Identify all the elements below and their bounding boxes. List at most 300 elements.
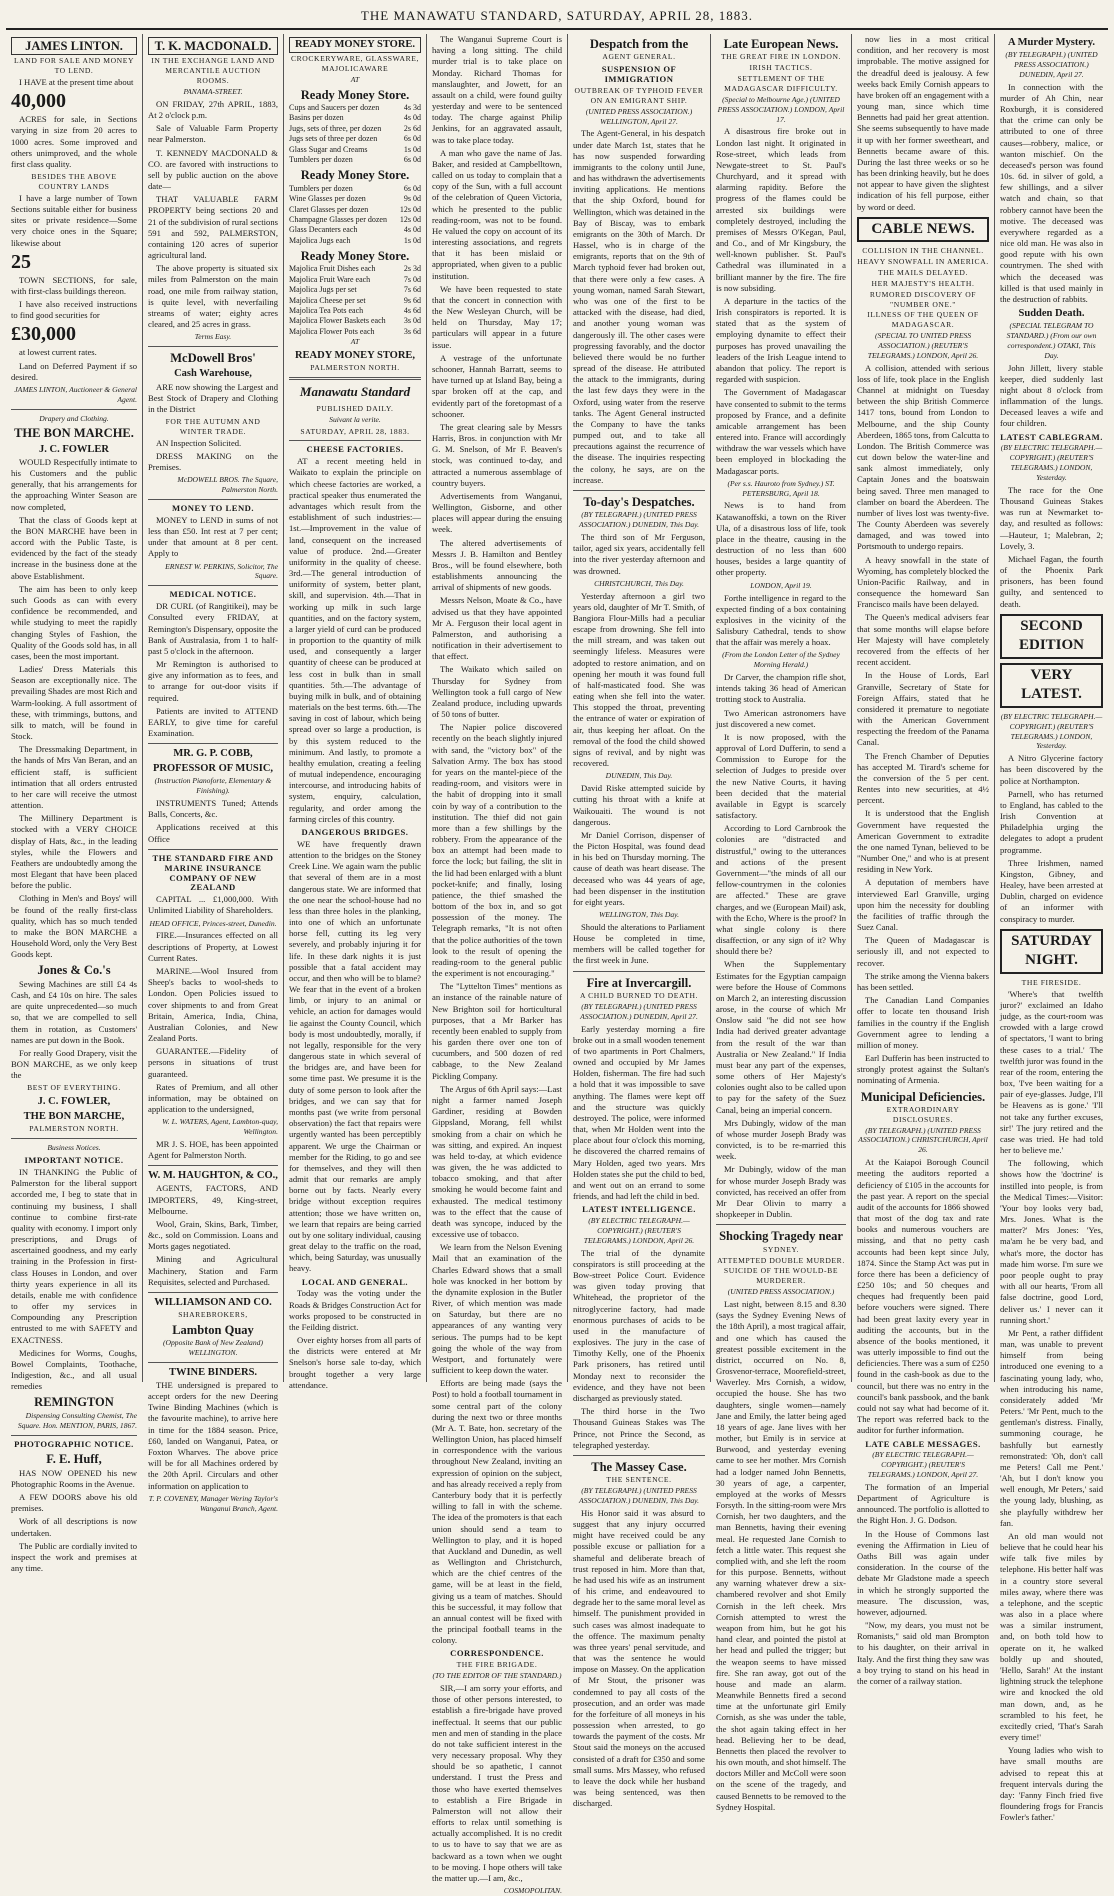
article-text: David Riske attempted suicide by cutting his throat with a knife at Waikouaiti. The wound is not dangerous. bbox=[573, 783, 705, 827]
article-heading: Sudden Death. bbox=[1018, 308, 1085, 320]
ad-text: A FEW DOORS above his old premises. bbox=[11, 1492, 137, 1514]
price-row bbox=[289, 155, 421, 165]
article-heading: Late European News. bbox=[723, 37, 839, 51]
article-caps: AGENT GENERAL. bbox=[602, 52, 676, 62]
ad-heading: READY MONEY STORE, bbox=[294, 350, 416, 362]
article-text: The Agent-General, in his despatch under date March 1st, states that he has now suspended forwarding immigrants to the colony until June, and has withdrawn the advertisements inviting applications. He mentions that the ship Oxford, bound for Wellington, which was detained in the Bay of Biscay, was to embark emigrants on the 30th of March. Dr Hassel, who is in charge of the emigrants, reports that on the 9th of March typhoid fever had broken out, that there were only a few cases. A young woman, named Sarah Stewart, who was one of the first to be attacked with the disease, had died, and another young woman was dangerously ill. The other cases were progressing favorably, and the doctor believed there would be no further spread of the disease. He attributed the attack to the immigrants, during the last few days they were in the Oxford, using water from the reserve tanks. The Agent General instructed the Company to have the tanks pumped out, and to take all precautions against the recurrence of the disease. The inquiries respecting the colony, he says, are on the increase. bbox=[573, 128, 705, 485]
article-text: The Argus of 6th April says:—Last night a farmer named Joseph Gardiner, residing at Bowden Gippsland, Morang, fell whilst smoking from a chair on which he was sitting, and expired. An inquest was held to-day, at which evidence was given, the he was addicted to tobacco smoking, and that after smoking he would become faint and exhausted. The medical testimony was to the effect that the cause of death was syncope, induced by the excessive use of tobacco. bbox=[432, 1083, 562, 1240]
price-item: Tumblers per dozen bbox=[289, 183, 353, 193]
column-5 bbox=[568, 34, 711, 1809]
ad-text: WOULD Respectfully intimate to his Customers and the public generally, that his arrangements for the approaching Winter Season are now completed, bbox=[11, 456, 137, 512]
price-item: Glass Sugar and Creams bbox=[289, 144, 368, 154]
article-text: The Queen of Madagascar is seriously ill, and not expected to recover. bbox=[857, 935, 989, 968]
ad-text: THE undersigned is prepared to accept orders for the new Deering Twine Binding Machines (which is the favourite machine), to arrive here in time for the 1884 season. Price, £60, landed on Wanganui, Patea, or Foxton Wharves. The above price will be for all Machines ordered by the 20th April. Circulars and other information on application to bbox=[148, 1379, 278, 1491]
article-sub: (BY TELEGRAPH.) (UNITED PRESS ASSOCIATION.) DUNEDIN, This Day. bbox=[579, 510, 699, 530]
divider bbox=[11, 409, 137, 410]
nameplate-caps: PUBLISHED DAILY. bbox=[316, 403, 394, 413]
ad-text: ARE now showing the Largest and Best Stock of Drapery and Clothing in the District bbox=[148, 381, 278, 414]
ad-text: Rates of Premium, and all other information, may be obtained on application to the undersigned, bbox=[148, 1081, 278, 1115]
price-row bbox=[289, 145, 421, 155]
price-row bbox=[289, 306, 421, 316]
ad-caps: BEST OF EVERYTHING. bbox=[27, 1083, 121, 1093]
article-text: The Canadian Land Companies offer to locate ten thousand Irish families in the country if the English Government agree to lending a million of money. bbox=[857, 995, 989, 1050]
ad-heading-jones: Jones & Co.'s bbox=[37, 963, 111, 978]
article-heading: To-day's Despatches. bbox=[583, 494, 695, 509]
ad-sub: Terms Easy. bbox=[194, 332, 232, 342]
divider bbox=[573, 490, 705, 491]
article-text: The Wanganui Supreme Court is having a long sitting. The child murder trial is to take place on Monday. Richard Thomas for manslaughter, and Jowett, for an assault on a child, were found guilty yesterday and were to be sentenced today. The charge against Philip Jenkins, for an aggravated assault, was to take place today. bbox=[432, 34, 562, 145]
article-heading: CHEESE FACTORIES. bbox=[306, 444, 404, 455]
ad-text: Patients are invited to ATTEND EARLY, to give time for careful Examination. bbox=[148, 705, 278, 739]
ad-text: MR J. S. HOE, has been appointed Agent for Palmerston North. bbox=[148, 1138, 278, 1161]
article-text: now lies in a most critical condition, and her recovery is most improbable. The motive assigned for the dreadful deed is jealousy. A few weeks back Emily Cornish appears to have broken off an engagement with a young man, since which time Bennetts had paid her great attention. She seems subsequently to have made it up with her former sweetheart, and Bennetts became aware of this. During the last three weeks or so he has been drinking heavily, but he does not appear to have given the slightest indication of his fell purpose, either by word or deed. bbox=[857, 34, 989, 212]
price-value: 1s 0d bbox=[403, 144, 421, 154]
ad-heading-insurance: THE STANDARD FIRE AND MARINE INSURANCE COMPANY OF NEW ZEALAND bbox=[152, 852, 274, 893]
article-text: The Napier police discovered recently on the beach slightly injured with sand, the "victory box" of the Salvation Army. The box has stood for years on the mantel-piece of the reading-room, and visitors were in the habit of dropping into it small coin by way of a contribution to the institution. The thief did not gain more than a few shillings by the robbery. From the appearance of the box an attempt had been made to force the lock; but failing, the slit in the lid had been enlarged with a blunt pocket-knife; and finally, losing patience, the thief smashed the bottom of the box in, and so got possession of the money. The Telegraph remarks, "It is not often that the police authorities of the town look to the result of opening the reading-room to the general public the experiment is not encouraging." bbox=[432, 722, 562, 979]
price-item: Jugs sets of three per dozen bbox=[289, 134, 378, 144]
article-caps: SUICIDE OF THE WOULD-BE MURDERER. bbox=[723, 1266, 839, 1286]
article-heading: SUSPENSION OF IMMIGRATION bbox=[601, 64, 677, 85]
article-text: The race for the One Thousand Guineas Stakes was run at Newmarket to-day, and resulted as follows:—Hauteur, 1; Malebran, 2; Lovely, 3. bbox=[1000, 484, 1103, 551]
ad-heading: Ready Money Store. bbox=[300, 168, 410, 183]
second-edition-banner: SECOND EDITION bbox=[1000, 614, 1103, 659]
divider bbox=[11, 1435, 137, 1436]
article-text: The Waikato which sailed on Thursday for Sydney from Wellington took a full cargo of New Zealand produce, including upwards of 50 tons of butter. bbox=[432, 664, 562, 720]
article-caps: OUTBREAK OF TYPHOID FEVER ON AN EMIGRANT SHIP. bbox=[574, 85, 704, 105]
price-item: Claret Glasses per dozen bbox=[289, 204, 369, 214]
price-item: Majolica Tea Pots each bbox=[289, 306, 364, 316]
article-sub: (BY ELECTRIC TELEGRAPH.—COPYRIGHT.) (REUTER'S TELEGRAMS.) LONDON, April 26. bbox=[583, 1216, 695, 1245]
ad-sub: AT bbox=[350, 337, 360, 347]
ad-heading: MONEY TO LEND. bbox=[171, 503, 255, 514]
ad-heading-williamson: WILLIAMSON AND CO. bbox=[154, 1296, 272, 1308]
article-text: Mrs Dubingly, widow of the man of whose murder Joseph Brady was convicted, is to be re-married this week. bbox=[716, 1117, 846, 1162]
divider bbox=[11, 1138, 137, 1139]
article-text: Mr Dubingly, widow of the man for whose murder Joseph Brady was convicted, has received an offer from Mr Dear Olivin to marry a shopkeeper in Dublin. bbox=[716, 1164, 846, 1220]
ad-text: The Millinery Department is stocked with a VERY CHOICE display of Hats, &c., in the leading styles, while the Flowers and Feathers are undoubtedly among the most Elegant that have been placed before the public. bbox=[11, 813, 137, 891]
article-text: Advertisements from Wanganui, Wellington, Gisborne, and other places will appear during the ensuing week. bbox=[432, 490, 562, 535]
ad-text: I have also received instructions to find good securities for bbox=[11, 299, 137, 321]
article-text: Yesterday afternoon a girl two years old, daughter of Mr T. Smith, of Bangiora Flour-Mills had a peculiar escape from drowning. She fell into the mill stream, and was taken out seemingly lifeless. Measures were adopted to restore animation, and on opening her mouth it was found full of half-masticated food. She was eating when she fell into the water. This stopped the throat, preventing the entrance of water or expiration of air, thus keeping her afloat. On the removal of the food the child showed signs of revival, and by night was recovered. bbox=[573, 590, 705, 769]
article-heading: A Murder Mystery. bbox=[1008, 37, 1095, 48]
ad-figure: 40,000 bbox=[11, 90, 66, 113]
ad-text: FIRE.—Insurances effected on all descriptions of Property, at Lowest Current Rates. bbox=[148, 930, 278, 963]
ad-heading-huff: F. E. Huff, bbox=[46, 1452, 102, 1467]
article-heading: CORRESPONDENCE. bbox=[450, 1648, 544, 1659]
ad-heading-remington: REMINGTON bbox=[34, 1395, 114, 1410]
article-text: A disastrous fire broke out in London last night. It originated in Rose-street, which leads from Newgate-street to St. Paul's Churchyard, and it spread with alarming rapidity. Before the progress of the flames could be arrested six buildings were completely destroyed, including the premises of Messrs O'Kegan, Paul, and Co., and of Mr Kingsbury, the well-known publisher. St. Paul's Cathedral was illuminated in a brilliant manner by the fire. The fire is now subsiding. bbox=[716, 126, 846, 293]
ad-text: THAT VALUABLE FARM PROPERTY being sections 20 and 21 of the subdivision of rural sections 591 and 592, PALMERSTON, containing 120 acres of superior agricultural land. bbox=[148, 194, 278, 261]
price-value: 6s 0d bbox=[403, 183, 421, 193]
ad-sub: (Instruction Pianoforte, Elementary & Finishing). bbox=[154, 776, 272, 796]
price-item: Champagne Glasses per dozen bbox=[289, 214, 387, 224]
ad-text: DRESS MAKING on the Premises. bbox=[148, 450, 278, 473]
ad-text: Clothing in Men's and Boys' will be found of the really first-class quality, which has so much tended to make the BON MARCHE a Household Word, only the Very Best Goods kept. bbox=[11, 893, 137, 960]
article-sub: (UNITED PRESS ASSOCIATION.) bbox=[727, 1287, 835, 1297]
ad-heading: Lambton Quay bbox=[172, 1322, 254, 1337]
article-text: In the House of Commons last evening the Affirmation in Lieu of Oaths Bill was again under consideration. In the course of the debate Mr Gladstone made a speech in which he strongly supported the measure. The discussion, was, however, adjourned. bbox=[857, 1528, 989, 1617]
divider bbox=[148, 1362, 278, 1363]
column-2 bbox=[143, 34, 284, 1513]
ad-text: INSTRUMENTS Tuned; Attends Balls, Concerts, &c. bbox=[148, 798, 278, 820]
price-row bbox=[289, 103, 421, 113]
article-sub: (TO THE EDITOR OF THE STANDARD.) bbox=[432, 1671, 562, 1681]
article-sub: (BY TELEGRAPH.) (UNITED PRESS ASSOCIATION.) DUNEDIN, April 27. bbox=[1005, 50, 1098, 79]
divider bbox=[573, 971, 705, 972]
ad-text: That the class of Goods kept at the BON MARCHE have been in accord with the Public Taste, is evidenced by the fact of the steady increase in the business done at the above Establishment. bbox=[11, 514, 137, 581]
price-item: Majolica Fruit Ware each bbox=[289, 274, 371, 284]
ad-text: The above property is situated six miles from Palmerston on the main road, one mile from railway station, is quite level, with neverfailing streams of water; eighty acres cleared, and 25 acres in grass. bbox=[148, 263, 278, 330]
price-item: Jugs, sets of three, per dozen bbox=[289, 123, 382, 133]
price-item: Majolica Cheese per set bbox=[289, 295, 366, 305]
price-item: Majolica Jugs per set bbox=[289, 285, 357, 295]
ad-signature: McDOWELL BROS. The Square, Palmerston North. bbox=[177, 475, 278, 495]
ad-heading: THE BON MARCHE, bbox=[23, 1111, 125, 1123]
article-text: A vestrage of the unfortunate schooner, Hannah Barratt, seems to have turned up at Island Bay, being a spar broken off at the cap, and evidently part of the foretopmast of a schooner. bbox=[432, 352, 562, 419]
article-heading: DANGEROUS BRIDGES. bbox=[301, 826, 409, 837]
ad-heading-james-linton: JAMES LINTON. bbox=[11, 37, 137, 55]
column-7 bbox=[852, 34, 995, 1686]
price-row bbox=[289, 327, 421, 337]
article-sub: CHRISTCHURCH, This Day. bbox=[594, 578, 684, 588]
article-text: The great clearing sale by Messrs Harris, Bros. in conjunction with Mr G. M. Snelson, of Mr F. Beaven's stock, was continued to-day, and attracted a numerous assemblage of country buyers. bbox=[432, 421, 562, 488]
ad-text: I HAVE at the present time about bbox=[19, 77, 134, 88]
article-caps: THE MAILS DELAYED. bbox=[877, 267, 969, 277]
price-value: 12s 0d bbox=[399, 204, 421, 214]
article-caps: IRISH TACTICS. bbox=[749, 63, 813, 73]
ad-heading: MEDICAL NOTICE. bbox=[169, 589, 257, 600]
ad-text: Sale of Valuable Farm Property near Palmerston. bbox=[148, 123, 278, 145]
price-row bbox=[289, 184, 421, 194]
price-item: Glass Decanters each bbox=[289, 225, 358, 235]
ad-text: Sewing Machines are still £4 4s Cash, and £4 10s on hire. The sales are quite unprecedented—so much so, that we are compelled to sell them in rotation, as Customers' names are put down in the Book. bbox=[11, 978, 137, 1045]
price-value: 4s 6d bbox=[403, 306, 421, 316]
divider bbox=[148, 585, 278, 586]
article-heading: LATEST CABLEGRAM. bbox=[1000, 431, 1103, 442]
article-text: Today was the voting under the Roads & Bridges Construction Act for works proposed to be constructed in the Feilding district. bbox=[289, 1288, 421, 1332]
divider bbox=[148, 499, 278, 500]
column-4 bbox=[427, 34, 568, 1896]
ad-subheading: BESIDES THE ABOVE COUNTRY LANDS bbox=[31, 172, 117, 191]
price-list bbox=[289, 264, 421, 337]
column-1 bbox=[6, 34, 143, 1574]
ad-text: MONEY to LEND in sums of not less than £50. Int rest at 7 per cent; under that amount at 8 per cent. Apply to bbox=[148, 514, 278, 559]
article-text: Over eighty horses from all parts of the districts were entered at Mr Snelson's horse sale to-day, which brought together a very large attendance. bbox=[289, 1335, 421, 1390]
ad-heading-ready-money: READY MONEY STORE. bbox=[289, 37, 421, 53]
column-6 bbox=[711, 34, 852, 1812]
article-text: When the Supplementary Estimates for the Egyptian campaign were before the House of Commons on March 2, an interesting discussion arose, in the course of which Mr Onslow said "he did not see how India had derived greater advantage from the result of the war than Australia or New Zealand." If India must bear any part of the expenses, some others of Her Majesty's colonies ought also to be called upon to pay for the safety of the Suez Canal, being an imperial concern. bbox=[716, 959, 846, 1115]
price-item: Tumblers per dozen bbox=[289, 154, 353, 164]
article-caps: SETTLEMENT OF THE MADAGASCAR DIFFICULTY. bbox=[724, 74, 838, 93]
ad-text: AN Inspection Solicited. bbox=[156, 437, 242, 448]
article-text: We have been requested to state that the concert in connection with the New Wesleyan Church, will be held on Thursday, May 17; particulars will appear in a future issue. bbox=[432, 283, 562, 350]
divider bbox=[289, 440, 421, 441]
article-text: WE have frequently drawn attention to the bridges on the Stoney Creek Line. We again warn the public that several of them are in a most dangerous state. We are informed that the one near the school-house had no less than three holes in the planking, into one of which an unfortunate horse fell, cutting its leg very severely, and probably injuring it for life. In these dark nights it is just possible that a fatal accident may occur, and then who will be to blame? We fear that in the event of a broken limb, or injury to an animal or vehicle, an action for damages would lie against the County Council, which body is most undoubtedly, morally, if not legally, responsible for the very dangerous state in which several of the bridges are, and have been for some time past. We presume it is the duty of some person to look after the bridges, and we can say that for months past (we write from personal observation) the fact that repairs were urgently wanted has been perceptibly apparent. We urge the Chairman or member for the Riding, to go and see for themselves, and they will then admit that our remarks are amply borne out by facts. Nearly every bridge without exception requires attention; those we have written on, we learn that repairs are being carried out by one solitary individual, causing great delay to the traffic on the road, which, being Saturday, was unusually heavy. bbox=[289, 838, 421, 1274]
article-text: The Government of Madagascar have consented to submit to the terms proposed by France, and a definite amicable arrangement has been entered into. France will accordingly withdraw the war vessels which have been employed in blockading the Madagascar ports. bbox=[716, 387, 846, 476]
ad-text: Applications received at this Office bbox=[148, 822, 278, 844]
divider bbox=[148, 743, 278, 744]
price-value: 12s 0d bbox=[399, 214, 421, 224]
divider bbox=[148, 1165, 278, 1166]
price-value: 9s 6d bbox=[403, 295, 421, 305]
article-heading: Fire at Invercargill. bbox=[586, 975, 692, 990]
price-row bbox=[289, 124, 421, 134]
article-caps: SYDNEY. bbox=[763, 1244, 799, 1254]
price-value: 2s 6d bbox=[403, 123, 421, 133]
divider bbox=[148, 1292, 278, 1293]
ad-text: AGENTS, FACTORS, AND IMPORTERS, 49, King-street, Melbourne. bbox=[148, 1183, 278, 1216]
article-text: Early yesterday morning a fire broke out in a small wooden tenement of two apartments in Port Chalmers, owned and occupied by Mr James Holden, fisherman. The fire had such a hold that it was impossible to save anything. The flames were kept off and the structure was quickly destroyed. The police, were informed that, when Mr Holden went into the place about four o'clock this morning, he discovered the charred remains of Mary Holden, aged two years. Mrs Holden states she put the child to bed, and went out on an errand to some friends, and had left the child in bed. bbox=[573, 1023, 705, 1202]
article-heading: Municipal Deficiencies. bbox=[860, 1089, 986, 1104]
price-value: 4s 0d bbox=[403, 113, 421, 123]
ad-figure: 25 bbox=[11, 250, 31, 273]
price-value: 2s 3d bbox=[403, 264, 421, 274]
article-text: A man who gave the name of Jas. Baker, and resided at Campbelltown, called on us today to complain that a copy of the Sun, with a full account of the celebration of Queen Victoria, which he presented to the public reading-room, was not to be found. He valued the copy on account of its interesting associations, and regrets that it has been mislaid or appropriated, when given to a public institution. bbox=[432, 147, 562, 281]
ad-heading-mcdowell: McDowell Bros' bbox=[170, 351, 256, 366]
article-caps: HEAVY SNOWFALL IN AMERICA. bbox=[857, 257, 989, 267]
price-item: Majolica Jugs each bbox=[289, 235, 351, 245]
price-value: 7s 6d bbox=[403, 285, 421, 295]
article-subheading: THE FIRE BRIGADE. bbox=[456, 1660, 538, 1670]
price-value: 1s 0d bbox=[403, 235, 421, 245]
article-caps: THE GREAT FIRE IN LONDON. bbox=[720, 52, 842, 62]
article-text: Last night, between 8.15 and 8.30 (says the Sydney Evening News of the 18th April), a most tragical affair, and one which has caused the greatest possible excitement in the district, occurred on No. 8, Grosvenor-terrace, Moorefield-street, Waverley. Mrs Cornish, a widow, occupied the house. She has two daughters, single women—namely Jane and Emily, the latter being aged 18 years of age. Jane lives with her mother, but Emily is in service at Burwood, and yesterday evening came to see her mother. Mrs Cornish had a lodger named John Bennetts, 30 years of age, a carpenter, employed at the works of Messrs Forsyth. In the sitting-room were Mrs Cornish, her two daughters, and the man Bennetts, having their evening meal. He requested Jane Cornish to fetch a little water. This request she complied with, and she left the room for this purpose. Bennetts, without any warning whatever drew a six-chambered revolver and shot Emily Cornish in the left cheek. Mrs Cornish attempted to wrest the weapon from him, but he got his hand clear, and pointed the pistol at her head and pulled the trigger; but the weapon seems to have missed fire. She ran away, got out of the house and made an alarm. Meanwhile Bennetts fired a second time at the unfortunate girl Emily Cornish, as she was under the table, the shot again taking effect in her head. Believing her to be dead, Bennetts then placed the revolver to his own mouth, and shot himself. The doctors Miller and McColl were soon on the scene of the tragedy, and caused Bennetts to be removed to the Sydney Hospital. bbox=[716, 1299, 846, 1812]
article-sub: (BY ELECTRIC TELEGRAPH.—COPYRIGHT.) (REUTER'S TELEGRAMS.) LONDON, Yesterday. bbox=[1000, 711, 1103, 751]
article-text: The third son of Mr Ferguson, tailor, aged six years, accidentally fell into the river yesterday afternoon and was drowned. bbox=[573, 532, 705, 576]
price-item: Wine Glasses per dozen bbox=[289, 194, 366, 204]
price-row bbox=[289, 205, 421, 215]
ad-signature: JAMES LINTON, Auctioneer & General Agent. bbox=[14, 384, 137, 404]
article-sub: (BY ELECTRIC TELEGRAPH.—COPYRIGHT.) (REUTER'S TELEGRAMS.) LONDON, Yesterday. bbox=[1000, 443, 1103, 483]
price-value: 4s 0d bbox=[403, 225, 421, 235]
ad-text: ACRES for sale, in Sections varying in size from 20 acres to 1000 acres. Some improved and others unimproved, and the whole first class quality. bbox=[11, 114, 137, 169]
ad-figure: £30,000 bbox=[11, 323, 76, 346]
ad-text: HAS NOW OPENED his new Photographic Rooms in the Avenue. bbox=[11, 1467, 137, 1489]
ad-text: at lowest current rates. bbox=[19, 347, 97, 358]
ad-signature: ERNEST W. PERKINS, Solicitor, The Square. bbox=[165, 561, 278, 581]
article-sub: LONDON, April 19. bbox=[750, 580, 812, 590]
article-text: The trial of the dynamite conspirators is still proceeding at the Bow-street Police Court. Evidence was given today proving that Whitehead, the proprietor of the nitroglycerine factory, had made enormous purchases of acids to be used in the manufacture of explosives. The jury in the case of Timothy Kelly, one of the Phoenix Park prisoners, has retired until Monday next to reconsider the evidence, and they have not been discharged as previously stated. bbox=[573, 1247, 705, 1403]
ad-sub: AT bbox=[350, 74, 360, 84]
ad-heading-twine: TWINE BINDERS. bbox=[168, 1366, 258, 1378]
article-caps: COLLISION IN THE CHANNEL. bbox=[862, 246, 984, 256]
article-heading: Shocking Tragedy near bbox=[719, 1229, 843, 1244]
article-text: Young ladies who wish to have small mouths are advised to repeat this at frequent intervals during the day: 'Fanny Finch fried five floundering frogs for Francis Fowler's father.' bbox=[1000, 1745, 1103, 1823]
price-value: 7s 0d bbox=[403, 274, 421, 284]
article-text: Mr Pent, a rather diffident man, was unable to prevent himself from being introduced one evening to a fascinating young lady, who, when introducing his name, considerately added 'Mr Peters.' 'Mr Pent, much to the gentleman's distress. Finally, summoning courage, he bashfully but earnestly remonstrated: 'Oh, don't call me Peters! Call me Pent.' 'Ah, but I don't know you well enough, Mr Peters,' said the young lady, blushing, as she playfully withdrew her fan. bbox=[1000, 1327, 1103, 1528]
divider bbox=[148, 849, 278, 850]
article-heading: Despatch from the bbox=[589, 37, 689, 51]
article-signature: COSMOPOLITAN. bbox=[503, 1886, 562, 1896]
saturday-night-banner: SATURDAY NIGHT. bbox=[1000, 929, 1103, 974]
article-text: An old man would not believe that he could hear his wife talk five miles by telephone. His better half was in a country store several miles away, where there was a telephone, and the sceptic was also in a place where was a similar instrument, and, on both told how to operate on it, he walked boldly up and shouted, 'Hello, Sarah!' At the instant lightning struck the telephone wire and knocked the old man down, and, as he scrambled to his feet, he excitedly cried, 'That's Sarah every time!' bbox=[1000, 1530, 1103, 1743]
price-value: 6s 0d bbox=[403, 134, 421, 144]
price-item: Majolica Fruit Dishes each bbox=[289, 264, 376, 274]
article-text: The Queen's medical advisers fear that some months will elapse before Her Majesty will have completely recovered from the effects of her recent accident. bbox=[857, 612, 989, 668]
article-heading: The Massey Case. bbox=[591, 1459, 687, 1474]
column-3 bbox=[284, 34, 427, 1390]
ad-text: Land on Deferred Payment if so desired. bbox=[11, 360, 137, 382]
article-text: The third horse in the Two Thousand Guineas Stakes was The Prince, not Prince the Second, as telegraphed yesterday. bbox=[573, 1406, 705, 1450]
very-latest-banner: VERY LATEST. bbox=[1000, 663, 1103, 708]
price-row bbox=[289, 316, 421, 326]
article-sub: (From the London Letter of the Sydney Morning Herald.) bbox=[722, 650, 840, 670]
ad-text: MARINE.—Wool Insured from Sheep's backs to wool-sheds to London. Open Policies issued to cover shipments to and from Great Britain, America, India, China, Australian Colonies, and New Zealand Ports. bbox=[148, 965, 278, 1044]
article-text: AT a recent meeting held in Waikato to explain the principle on which cheese factories are worked, a practical speaker thus enumerated the advantages which result from the establishment of such industries:—1st.—Improvement in the value of land, consequent on the increased value of produce. 2nd.—Greater uniformity in the quality of cheese. 3rd.—The general introduction of uniformity of system, better plant, skill, and supervision. 4th.—That in working up milk in such large quantities, and on the factory system, a larger yield of curd can be produced in proportion to the quantity of milk used, and consequently a larger quantity of cheese can be produced at less cost in bulk than in small quantities. 5th.—The advantage of buying milk in bulk, and of obtaining materials on the best terms. 6th.—The saving in cost of labour, which being spread over so large a production, is by this system reduced to the minimum. And lastly, to promote a healthy emulation, creating a feeling of mutual independence, encouraging intercourse, and introducing habits of system, enquiry, calculation, regularity, and order among the farming circles of this country. bbox=[289, 456, 421, 824]
article-heading: LATE CABLE MESSAGES. bbox=[865, 1438, 981, 1449]
article-text: Two American astronomers have just discovered a new comet. bbox=[716, 707, 846, 729]
ad-sub: HEAD OFFICE, Princes-street, Dunedin. bbox=[149, 918, 277, 928]
ad-caps: SHAREBROKERS, bbox=[178, 1309, 248, 1319]
ad-text: CAPITAL ... £1,000,000. With Unlimited Liability of Shareholders. bbox=[148, 894, 278, 916]
article-text: A Nitro Glycerine factory has been discovered by the police at Northampton. bbox=[1000, 753, 1103, 786]
article-text: Parnell, who has returned to England, has cabled to the Irish Convention at Philadelphia urging the delegates to adopt a prudent programme. bbox=[1000, 788, 1103, 855]
ad-text: ON FRIDAY, 27th APRIL, 1883, At 2 o'clock p.m. bbox=[148, 98, 278, 120]
column-8 bbox=[995, 34, 1108, 1823]
ad-text: The Dressmaking Department, in the hands of Mrs Van Beran, and an efficient staff, is sufficient intimation that all orders entrusted to her care will receive the utmost attention. bbox=[11, 744, 137, 811]
article-text: His Honor said it was absurd to suggest that any injury occurred might have received could be any possible excuse or palliation for a shameful and deliberate breach of trust reposed in him. More than that, he had used his wife as an instrument of his crime, and endeavoured to degrade her to the same moral level as himself. The punishment provided in such cases was almost inadequate to the offence. The maximum penalty was three years' penal servitude, and that was the sentence he would impose on Massey. On the application of Mr Stout, the prisoner was condemned to pay all costs of the prosecution, and an order was made for the forfeiture of all moneys in his possession when arrested, to go towards the payment of the costs. Mr Stout said the moneys on the accused consisted of a draft for £350 and some small sums. Mrs Massey, who refused to leave the dock while her husband was being sentenced, was then discharged. bbox=[573, 1507, 705, 1809]
price-item: Majolica Flower Baskets each bbox=[289, 316, 386, 326]
article-sub: (UNITED PRESS ASSOCIATION.) WELLINGTON, April 27. bbox=[585, 106, 693, 126]
article-text: A departure in the tactics of the Irish conspirators is reported. It is stated that as the system of employing dynamite to effect their purposes has proved unavailing the leaders of the Irish League intend to abandon that policy. The report is regarded with suspicion. bbox=[716, 295, 846, 385]
ad-subheading: LAND FOR SALE AND MONEY TO LEND. bbox=[13, 56, 135, 76]
article-text: "Now, my dears, you must not be Romanists," said old man Brompton to his daughter, on their arrival in Italy. And the first thing they saw was a boy trying to stand on his head in the corner of a railway station. bbox=[857, 1620, 989, 1686]
price-row bbox=[289, 275, 421, 285]
price-row bbox=[289, 285, 421, 295]
masthead-rule bbox=[6, 28, 1108, 30]
ad-text: Mr Remington is authorised to give any information as to fees, and to arrange for out-door visits if required. bbox=[148, 659, 278, 703]
article-caps: THE SENTENCE. bbox=[606, 1475, 672, 1485]
section-label: Business Notices. bbox=[47, 1143, 101, 1153]
issue-date: SATURDAY, APRIL 28, 1883. bbox=[300, 426, 410, 436]
article-text: A collision, attended with serious loss of life, took place in the English Channel at midnight on Tuesday between the ship British Commerce 1417 tons, bound from London to Melbourne, and the ship County Aberdeen, 1865 tons, from Calcutta to London. The British Commerce was cut down below the water-line and sank almost immediately, only Captain Jones and the boatswain being saved. Three men managed to clamber on board the Aberdeen. The number of lives lost was twenty-five. The County Aberdeen was severely damaged, and was towed into Portsmouth to undergo repairs. bbox=[857, 362, 989, 552]
article-text: In connection with the murder of Ah Chin, near Roxburgh, it is considered that the crime can only be attributed to one of three causes—robbery, malice, or wanton mischief. On the deceased's person was found 10s. 6d. in silver of gold, a few shillings, and a silver watch and chain, so that robbery cannot have been the motive. The deceased was everywhere regarded as a nice old man. He was also in good repute with his own countrymen. The shed with which the deceased was killed is that used mainly in the destruction of rabbits. bbox=[1000, 81, 1103, 304]
article-text: Mr Daniel Corrison, dispenser of the Picton Hospital, was found dead in his bed on Thursday morning. The cause of death was heart disease. The deceased who was 44 years of age, had been dispenser in the institution for eight years. bbox=[573, 829, 705, 907]
article-sub: WELLINGTON, This Day. bbox=[598, 910, 680, 920]
price-value: 4s 3d bbox=[403, 103, 421, 113]
article-caps: EXTRAORDINARY DISCLOSURES. bbox=[886, 1104, 960, 1124]
price-row bbox=[289, 296, 421, 306]
article-text: The strike among the Vienna bakers has been settled. bbox=[857, 970, 989, 992]
article-text: The following, which shows how the 'doctrine' is instilled into people, is from the Medical Times:—Visitor: 'Your boy looks very bad, Mrs. Jones. What is the matter?' Mrs Jones: 'Yes, ma'am he be very bad, and what's more, the doctor has made him worse. I'm sure we poor people ought to pray with all our hearts, 'From all false doctrine, good Lord, deliver us.' I never can it running short.' bbox=[1000, 1158, 1103, 1325]
divider bbox=[573, 1455, 705, 1456]
price-item: Majolica Flower Pots each bbox=[289, 326, 375, 336]
article-sub: (BY TELEGRAPH.) (UNITED PRESS ASSOCIATION.) DUNEDIN, This Day. bbox=[579, 1486, 699, 1505]
ad-signature: W. L. WATERS, Agent, Lambton-quay, Wellington. bbox=[162, 1117, 278, 1137]
article-text: The altered advertisements of Messrs J. B. Hamilton and Bentley Bros., will be found elsewhere, both establishments announcing the arrival of shipments of new goods. bbox=[432, 537, 562, 593]
article-caps: THE FIRESIDE. bbox=[1021, 977, 1082, 987]
article-sub: (SPECIAL TELEGRAM TO STANDARD.) (From our own correspondent.) OTAKI, This Day. bbox=[1006, 321, 1097, 360]
article-text: Should the alterations to Parliament House be completed in time, members will be called together for the first week in June. bbox=[573, 921, 705, 966]
article-text: Efforts are being made (says the Post) to hold a football tournament in some central part of the colony during the next two or three months (Mr A. T. Bate, hon. secretary of the Wellington Union, has placed himself in correspondence with the various throughout New Zealand, inviting an expression of opinion on the subject, and has already received a reply from Canterbury body that it is perfectly willing to fall in with the scheme. The idea of the promoters is that each union should send a team to Wellington to play, and it is hoped that Auckland and Dunedin, as well as Wellington and Christchurch, which are the chief centres of the game, will be at least in the field, giving us a team of matches. Should this be successful, it may follow that an annual contest will be fixed with the principal football teams in the colony. bbox=[432, 1378, 562, 1646]
article-text: It is now proposed, with the approval of Lord Dufferin, to send a Commission to Europe for the selection of Judges to preside over the new Native Courts, it having been decided that the material available in Egypt is scarcely satisfactory. bbox=[716, 731, 846, 821]
article-text: Forthe intelligence in regard to the expected finding of a box containing explosives in the vicinity of the Salisbury Cathedral, tends to show that the affair was merely a hoax. bbox=[716, 592, 846, 648]
price-list bbox=[289, 103, 421, 165]
ad-text: For really Good Drapery, visit the BON MARCHE, as we only keep the bbox=[11, 1047, 137, 1081]
nameplate-motto: Suivant la verite. bbox=[329, 414, 381, 424]
article-sub: (BY ELECTRIC TELEGRAPH.—COPYRIGHT.) (REUTER'S TELEGRAMS.) LONDON, April 27. bbox=[867, 1450, 979, 1480]
ad-heading-fowler: J. C. FOWLER bbox=[38, 443, 109, 455]
ad-text: Work of all descriptions is now undertaken. bbox=[11, 1516, 137, 1538]
ad-caps: CROCKERYWARE, GLASSWARE, MAJOLICAWARE bbox=[290, 54, 420, 73]
article-text: 'Where's that twelfth juror?' exclaimed an Idaho judge, as the court-room was crowded with a large crowd of spectators, 'I want to bring these cases to a trial.' The twelfth juror was found in the rear of the room, entering the box, 'I've been waiting for a pair of eye-glasses. Judge, I'll be Heavens as is gone.' 'I'll not take any further excuses, sir!' The jury retired and the case was tried. He had told her to believe me.' bbox=[1000, 988, 1103, 1156]
ad-heading: Ready Money Store. bbox=[300, 87, 410, 102]
price-value: 3s 0d bbox=[403, 316, 421, 326]
ad-heading-macdonald: T. K. MACDONALD. bbox=[148, 37, 278, 55]
article-text: The French Chamber of Deputies has accepted M. Tirard's scheme for the conversion of the 5 per cent. Rentes into new securities, at 4½ percent. bbox=[857, 750, 989, 806]
article-sub: DUNEDIN, This Day. bbox=[605, 771, 673, 781]
ad-signature: T. P. COVENEY, Manager Wering Taylor's Wanganui Branch, Agent. bbox=[148, 1493, 278, 1513]
price-row bbox=[289, 236, 421, 246]
article-text: Messrs Nelson, Moate & Co., have advised us that they have appointed Mr A. Ferguson their local agent in Palmerston, and authorising a notification in their advertisement to that effect. bbox=[432, 595, 562, 662]
article-sub: (BY TELEGRAPH.) (UNITED PRESS ASSOCIATION.) DUNEDIN, April 27. bbox=[580, 1001, 698, 1021]
price-value: 3s 6d bbox=[403, 326, 421, 336]
ad-caps: PALMERSTON NORTH. bbox=[310, 363, 400, 373]
article-text: In the House of Lords, Earl Granville, Secretary of State for Foreign Affairs, stated that he considered it premature to negotiate with the American Government respecting the freedom of the Panama Canal. bbox=[857, 670, 989, 748]
divider bbox=[716, 1224, 846, 1225]
ad-heading-haughton: W. M. HAUGHTON, & CO., bbox=[148, 1170, 278, 1182]
ad-text: The Public are cordially invited to inspect the work and premises at any time. bbox=[11, 1540, 137, 1574]
ad-heading: IMPORTANT NOTICE. bbox=[24, 1155, 124, 1166]
article-caps: ATTEMPTED DOUBLE MURDER. bbox=[717, 1255, 845, 1265]
ad-heading: Ready Money Store. bbox=[300, 249, 410, 264]
divider bbox=[289, 377, 421, 380]
section-label: Drapery and Clothing. bbox=[39, 413, 109, 423]
article-text: John Jillett, livery stable keeper, died suddenly last night about 8 o'clock from inflammation of the lungs. Deceased leaves a wife and four children. bbox=[1000, 362, 1103, 429]
price-row bbox=[289, 113, 421, 123]
article-caps: A CHILD BURNED TO DEATH. bbox=[579, 990, 699, 1000]
ad-text: GUARANTEE.—Fidelity of persons in situations of trust guaranteed. bbox=[148, 1046, 278, 1079]
article-text: SIR,—I am sorry your efforts, and those of other persons interested, to establish a fire-brigade have proved ineffectual. It seems that our public men and men of standing in the place do not take sufficient interest in the very necessary proposal. Why they should be so apathetic, I cannot understand. I trust the Press and those who have exerted themselves to establish a Fire Brigade in Palmerston will not allow their efforts to relax until something is actually accomplished. It is no credit to us to have to say that we are as backward as a town when we ought to be moving. I hope others will take the matter up.—I am, &c., bbox=[432, 1683, 562, 1883]
article-sub: (BY TELEGRAPH.) (UNITED PRESS ASSOCIATION.) CHRISTCHURCH, April 26. bbox=[858, 1125, 988, 1155]
article-text: News is to hand from Katawanoffski, a town on the River Ula, of a disastrous loss of life, took place in the theatre, causing in the destruction of no less than 600 houses, besides a large quantity of other property. bbox=[716, 500, 846, 578]
article-sub: (Per s.s. Hauroto from Sydney.) ST. PETERSBURG, April 18. bbox=[727, 478, 835, 498]
price-list bbox=[289, 184, 421, 246]
ad-heading: Cash Warehouse, bbox=[174, 368, 252, 380]
article-text: The formation of an Imperial Department of Agriculture is announced. The portfolio is allotted to the Right Hon. J. G. Dodson. bbox=[857, 1481, 989, 1526]
article-text: We learn from the Nelson Evening Mail that an examination of the Charles Edward shows that a small hole was knocked in her bottom by the dynamite explosion in the Butler River, of which mention was made on Saturday, but there are no appearances of any wanting very serious. The pumps had to be kept going the whole of the way from Westport, and fortunately were sufficient to keep down the water. bbox=[432, 1242, 562, 1376]
article-text: A heavy snowfall in the state of Wyoming, has completely blocked the Union-Pacific Railway, and in consequence the homeward San Francisco mails have been delayed. bbox=[857, 554, 989, 610]
article-text: According to Lord Carnbrook the colonies are "distracted and distrustful," owing to the utterances and actions of the present Government—"the minds of all our fellow-countrymen in the colonies are affected." These are grave charges, and we (European Mail) ask, with the Echo, Where is the proof? In what single colony is there disaffection, or any sign of it? Why should there be? bbox=[716, 823, 846, 957]
price-item: Basins per dozen bbox=[289, 113, 344, 123]
article-text: A deputation of members have interviewed Earl Granville, urging upon him the necessity for doubling the facilities of traffic through the Suez Canal. bbox=[857, 877, 989, 933]
price-row bbox=[289, 134, 421, 144]
ad-caps: IN THE EXCHANGE LAND AND MERCANTILE AUCTION ROOMS. bbox=[151, 56, 275, 86]
ad-text: I have a large number of Town Sections suitable either for business sites or private residence—Some very choice ones in the Square; likewise about bbox=[11, 192, 137, 248]
ad-heading: PHOTOGRAPHIC NOTICE. bbox=[14, 1438, 134, 1449]
article-caps: ILLNESS OF THE QUEEN OF MADAGASCAR. bbox=[867, 310, 979, 330]
ad-text: The aim has been to only keep such Goods as can with every confidence be recommended, and while studying to meet the rapidly changing Styles of Fashion, the Quality of the Goods sold has, in all cases, been the most important. bbox=[11, 583, 137, 661]
ad-text: Wool, Grain, Skins, Bark, Timber, &c., sold on Commission. Loans and Morts gages negotiated. bbox=[148, 1218, 278, 1252]
ad-text: TOWN SECTIONS, for sale, with first-class buildings thereon. bbox=[11, 274, 137, 296]
article-text: Michael Fagan, the fourth of the Phoenix Park prisoners, has been found guilty, and sentenced to death. bbox=[1000, 553, 1103, 609]
price-value: 9s 0d bbox=[403, 194, 421, 204]
price-row bbox=[289, 225, 421, 235]
article-text: The "Lyttelton Times" mentions as an instance of the rainable nature of New Brighton soil for horticultural purposes, that a Mr Barker has recently been enabled to supply from his garden there over one ton of cucumbers, and 500 dozen of red cabbage, to the New Zealand Pickling Company. bbox=[432, 981, 562, 1081]
ad-signature: Dispensing Consulting Chemist, The Square. Hon. MENTION, PARIS, 1867. bbox=[17, 1410, 137, 1430]
ad-heading: J. C. FOWLER, bbox=[37, 1096, 111, 1108]
price-row bbox=[289, 194, 421, 204]
ad-text: T. KENNEDY MACDONALD & CO. are favored with instructions to sell by public auction on the above date— bbox=[148, 147, 278, 192]
article-caps: RUMORED DISCOVERY OF "NUMBER ONE." bbox=[869, 289, 977, 309]
price-value: 6s 0d bbox=[403, 154, 421, 164]
ad-heading-cobb: MR. G. P. COBB, bbox=[173, 748, 253, 760]
price-item: Cups and Saucers per dozen bbox=[289, 103, 380, 113]
article-text: It is understood that the English Government have requested the American Government to extradite the one named Tynan, believed to be "Number One," and who is at present residing in New York. bbox=[857, 808, 989, 875]
divider bbox=[148, 346, 278, 347]
ad-sub: PANAMA-STREET. bbox=[183, 86, 243, 96]
price-row bbox=[289, 264, 421, 274]
